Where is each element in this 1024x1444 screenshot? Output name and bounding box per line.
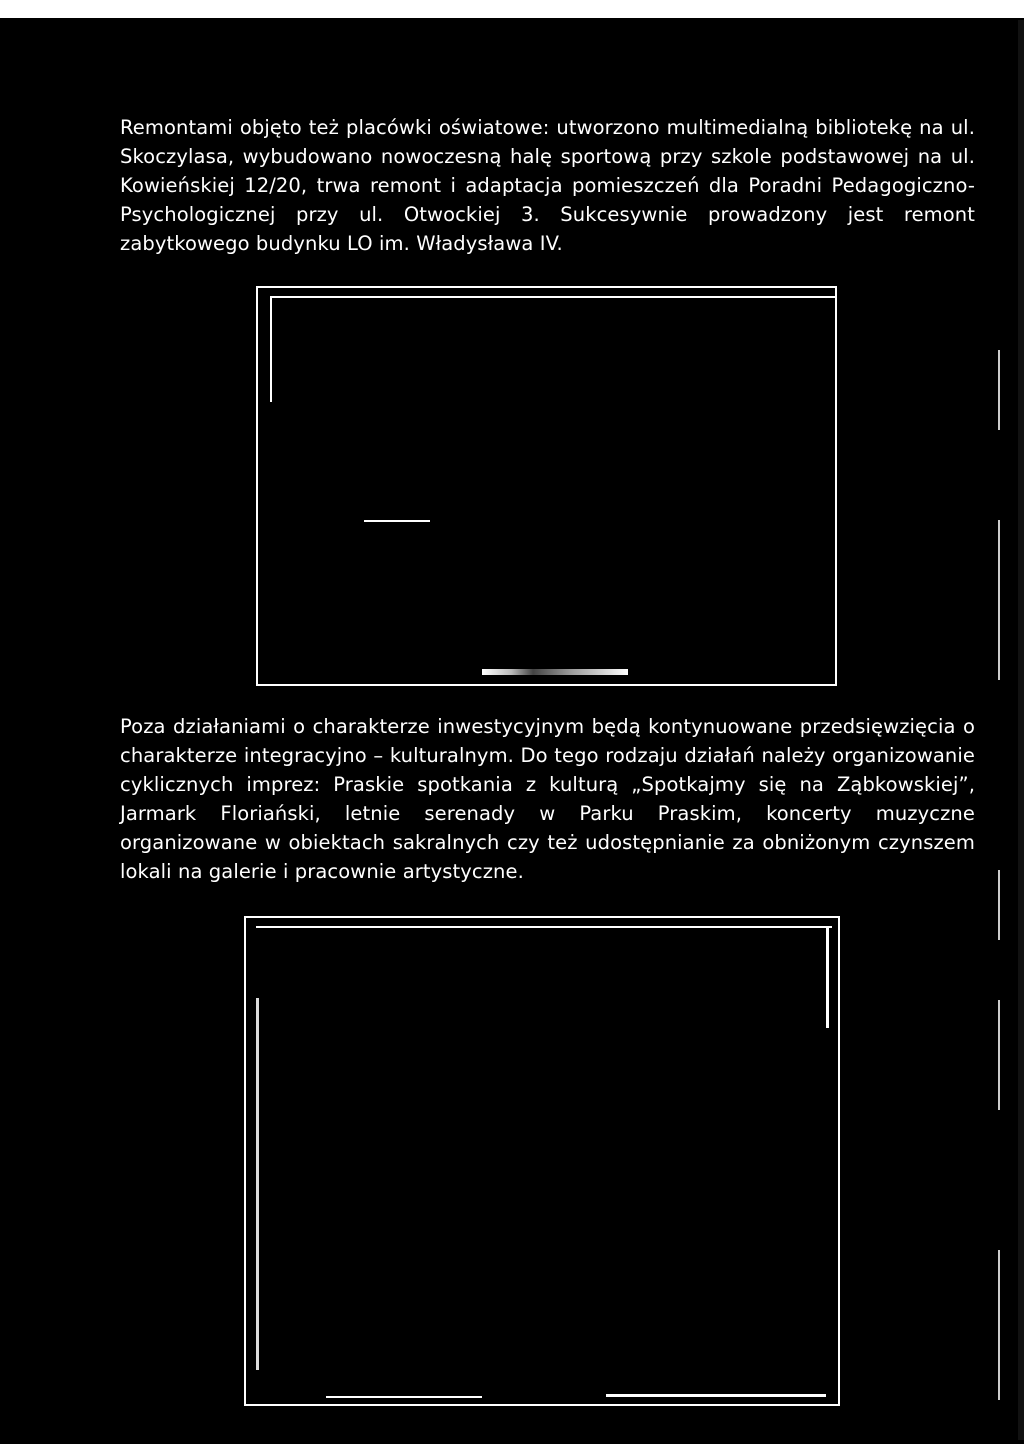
- page-edge-shadow: [1018, 20, 1024, 1440]
- scan-edge-line: [998, 1000, 1000, 1110]
- photo-frame-line: [826, 928, 829, 1028]
- photo-artifact-mark: [482, 669, 628, 675]
- photo-artifact-line: [606, 1394, 826, 1397]
- scan-edge-line: [998, 1250, 1000, 1400]
- photo-frame-line: [256, 926, 832, 928]
- paragraph-cultural-events: Poza działaniami o charakterze inwestycyjnym będą kontynuowane przedsięwzięcia o charakterze integracyjno – kulturalnym. Do tego rodzaju działań należy organizowanie cyklicznych imprez: Praskie spotkania z kulturą „Spotkajmy się na Ząbkowskiej”, Jarmark Floriański, letnie serenady w Parku Praskim, koncerty muzyczne organizowane w obiektach sakralnych czy też udostępnianie za obniżonym czynszem lokali na galerie i pracownie artystyczne.: [120, 715, 975, 883]
- photo-frame-line: [256, 998, 259, 1370]
- scan-edge-line: [998, 520, 1000, 680]
- scan-edge-line: [998, 870, 1000, 940]
- scan-edge-line: [998, 350, 1000, 430]
- photo-placeholder-1: [256, 286, 837, 686]
- photo-artifact-line: [364, 520, 430, 522]
- photo-frame-line: [270, 298, 272, 402]
- photo-frame-line: [270, 296, 836, 298]
- photo-artifact-line: [326, 1396, 482, 1398]
- photo-placeholder-2: [244, 916, 840, 1406]
- paragraph-renovations: Remontami objęto też placówki oświatowe: utworzono multimedialną bibliotekę na ul. Skoczylasa, wybudowano nowoczesną halę sportową przy szkole podstawowej na ul. Kowieńskiej 12/20, trwa remont i adaptacja pomieszczeń dla Poradni Pedagogiczno-Psychologicznej przy ul. Otwockiej 3. Sukcesywnie prowadzony jest remont zabytkowego budynku LO im. Władysława IV.: [120, 116, 975, 255]
